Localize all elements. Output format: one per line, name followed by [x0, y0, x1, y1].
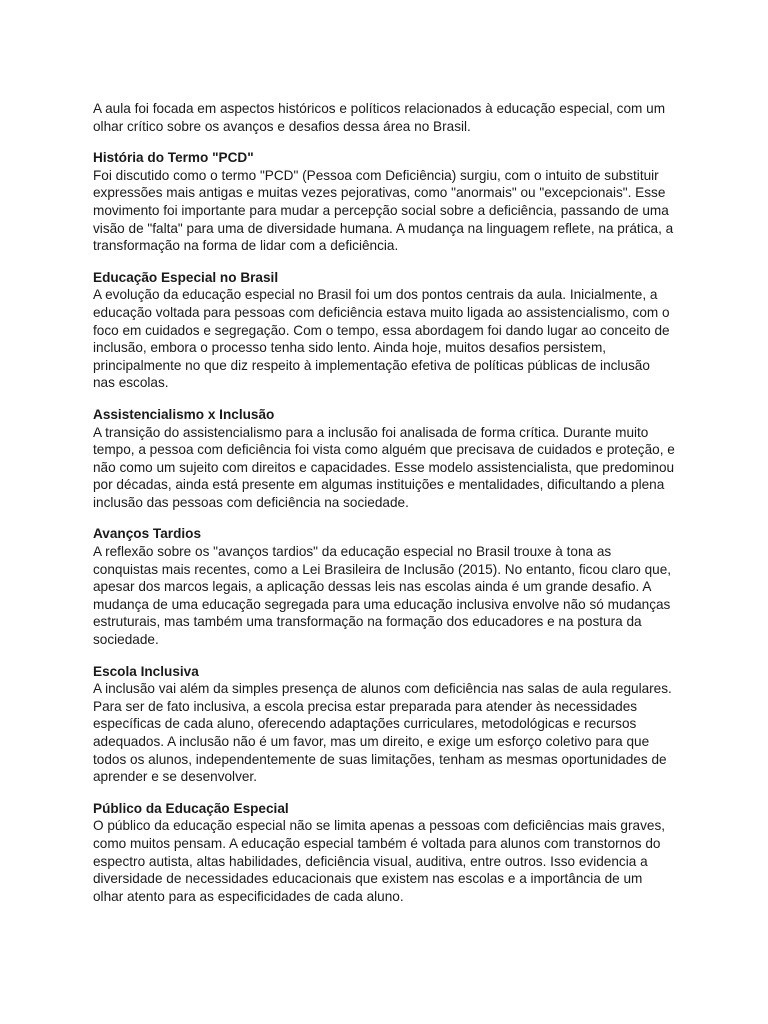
section-educacao-especial-brasil: [93, 269, 675, 392]
section-paragraph: A reflexão sobre os "avanços tardios" da educação especial no Brasil trouxe à tona as conquistas mais recentes, como a Lei Brasileira de Inclusão (2015). No entanto, ficou claro que, apesar dos marcos legais, a aplicação dessas leis nas escolas ainda é um grande desafio. A mudança de uma educação segregada para uma educação inclusiva envolve não só mudanças estruturais, mas também uma transformação na formação dos educadores e na postura da sociedade.: [93, 544, 672, 648]
section-heading: Público da Educação Especial: [93, 800, 289, 816]
section-avancos-tardios: [93, 525, 675, 648]
intro-paragraph: A aula foi focada em aspectos históricos e políticos relacionados à educação especial, com um olhar crítico sobre os avanços e desafios dessa área no Brasil.: [93, 101, 666, 134]
section-heading: Educação Especial no Brasil: [93, 269, 279, 285]
document-page: [93, 100, 675, 919]
section-heading: Escola Inclusiva: [93, 663, 199, 679]
section-heading: História do Termo "PCD": [93, 150, 254, 166]
section-paragraph: A inclusão vai além da simples presença de alunos com deficiência nas salas de aula regulares. Para ser de fato inclusiva, a escola precisa estar preparada para atender às necessidades específicas de cada aluno, oferecendo adaptações curriculares, metodológicas e recursos adequados. A inclusão não é um favor, mas um direito, e exige um esforço coletivo para que todos os alunos, independentemente de suas limitações, tenham as mesmas oportunidades de aprender e se desenvolver.: [93, 681, 672, 785]
section-heading: Assistencialismo x Inclusão: [93, 406, 275, 422]
section-paragraph: A transição do assistencialismo para a inclusão foi analisada de forma crítica. Durante muito tempo, a pessoa com deficiência foi vista como alguém que precisava de cuidados e proteção, e não como um sujeito com direitos e capacidades. Esse modelo assistencialista, que predominou por décadas, ainda está presente em algumas instituições e mentalidades, dificultando a plena inclusão das pessoas com deficiência na sociedade.: [93, 424, 675, 510]
section-paragraph: A evolução da educação especial no Brasil foi um dos pontos centrais da aula. Inicialmente, a educação voltada para pessoas com deficiência estava muito ligada ao assistencialismo, com o foco em cuidados e segregação. Com o tempo, essa abordagem foi dando lugar ao conceito de inclusão, embora o processo tenha sido lento. Ainda hoje, muitos desafios persistem, principalmente no que diz respeito à implementação efetiva de políticas públicas de inclusão nas escolas.: [93, 287, 670, 391]
section-heading: Avanços Tardios: [93, 526, 202, 542]
section-escola-inclusiva: [93, 663, 675, 786]
section-publico-educacao-especial: [93, 800, 675, 906]
section-paragraph: O público da educação especial não se limita apenas a pessoas com deficiências mais graves, como muitos pensam. A educação especial também é voltada para alunos com transtornos do espectro autista, altas habilidades, deficiência visual, auditiva, entre outros. Isso evidencia a diversidade de necessidades educacionais que existem nas escolas e a importância de um olhar atento para as especificidades de cada aluno.: [93, 818, 666, 904]
section-assistencialismo-inclusao: [93, 406, 675, 512]
section-historia-pcd: [93, 149, 675, 255]
section-paragraph: Foi discutido como o termo "PCD" (Pessoa com Deficiência) surgiu, com o intuito de substituir expressões mais antigas e muitas vezes pejorativas, como "anormais" ou "excepcionais". Esse movimento foi importante para mudar a percepção social sobre a deficiência, passando de uma visão de "falta" para uma de diversidade humana. A mudança na linguagem reflete, na prática, a transformação na forma de lidar com a deficiência.: [93, 167, 674, 254]
